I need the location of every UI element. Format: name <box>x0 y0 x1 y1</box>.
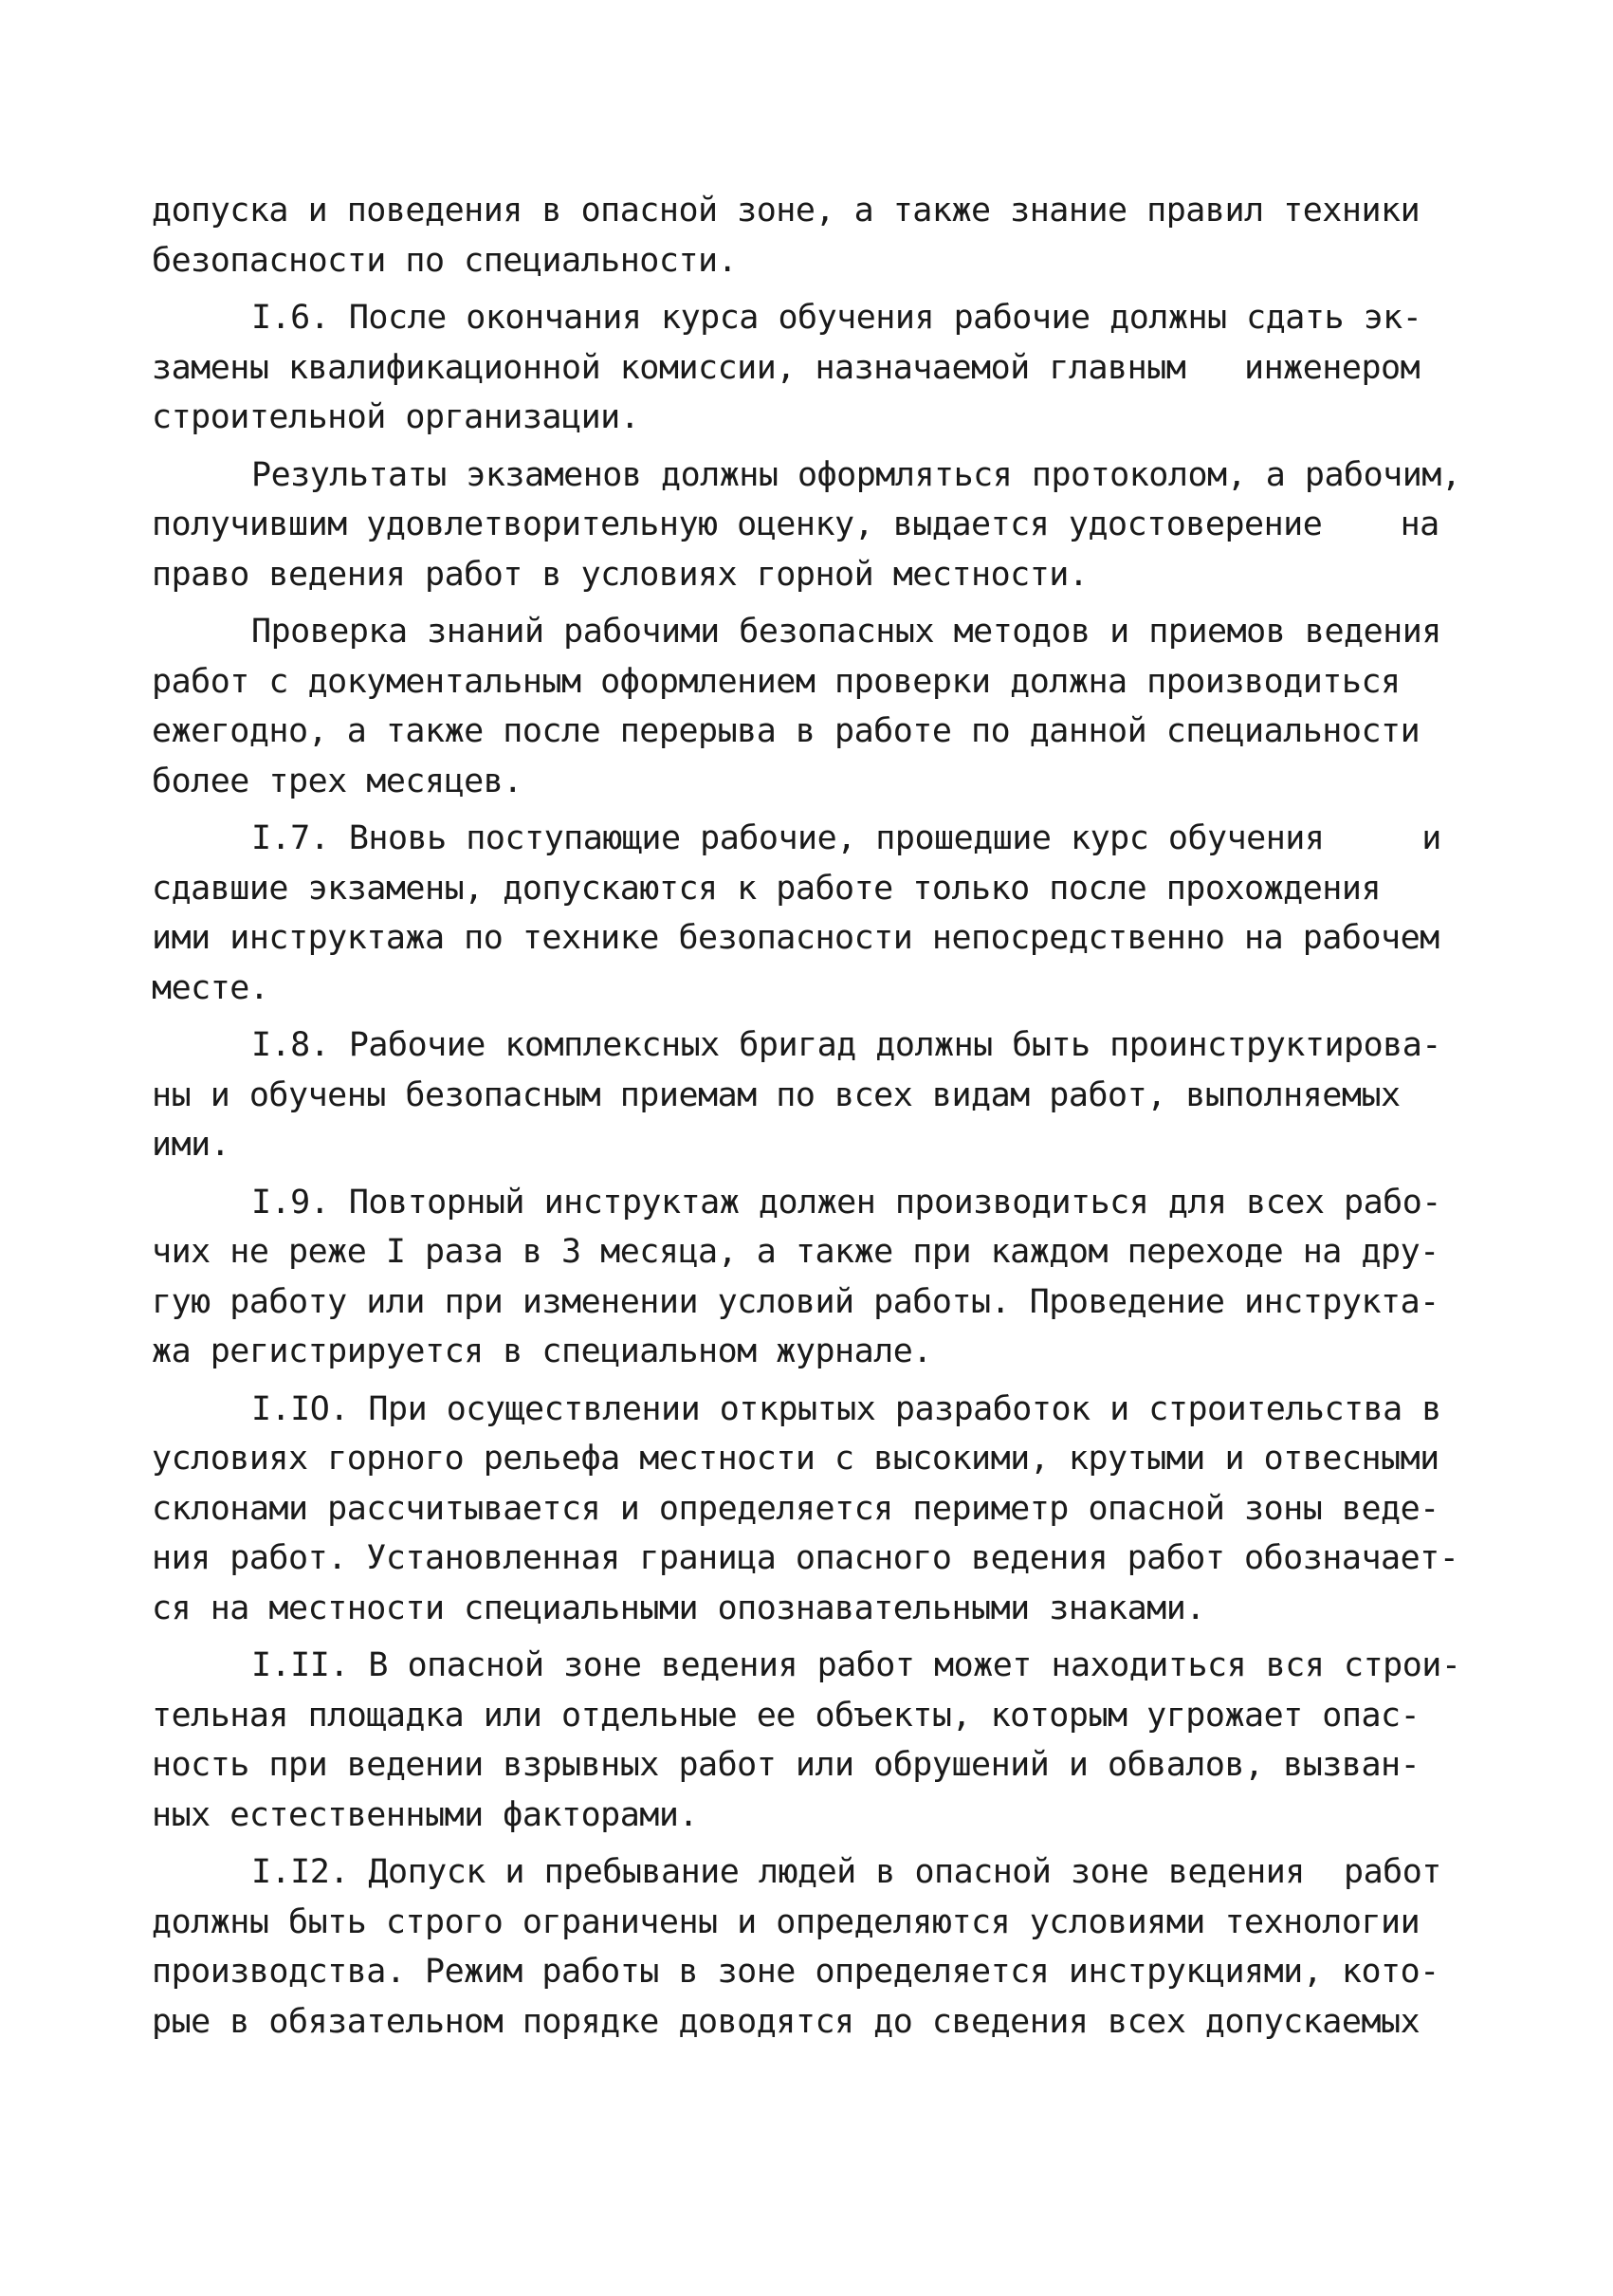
text-line: чих не реже I раза в 3 месяца, а также при каждом переходе на дру- <box>152 1233 1439 1271</box>
paragraph-1-10 <box>152 1385 1460 1634</box>
text-line: I.I2. Допуск и пребывание людей в опасной зоне ведения работ <box>251 1853 1441 1891</box>
text-line: I.6. После окончания курса обучения рабочие должны сдать эк- <box>251 299 1422 337</box>
text-line: замены квалификационной комиссии, назначаемой главным инженером <box>152 348 1421 387</box>
text-line: допуска и поведения в опасной зоне, а также знание правил техники <box>152 192 1421 230</box>
text-line: рые в обязательном порядке доводятся до сведения всех допускаемых <box>152 2002 1421 2041</box>
text-line: ими инструктажа по технике безопасности непосредственно на рабочем <box>152 919 1439 957</box>
text-line: условиях горного рельефа местности с высокими, крутыми и отвесными <box>152 1440 1439 1478</box>
text-line: безопасности по специальности. <box>152 241 738 280</box>
text-line: ность при ведении взрывных работ или обрушений и обвалов, вызван- <box>152 1746 1421 1784</box>
text-line: Проверка знаний рабочими безопасных методов и приемов ведения <box>251 613 1441 651</box>
paragraph-1-11 <box>152 1641 1460 1840</box>
paragraph-1-12 <box>152 1847 1460 2047</box>
text-line: более трех месяцев. <box>152 762 522 800</box>
text-line: I.7. Вновь поступающие рабочие, прошедшие курс обучения и <box>251 819 1441 857</box>
text-line: I.9. Повторный инструктаж должен производиться для всех рабо- <box>251 1183 1441 1221</box>
text-line: строительной организации. <box>152 398 640 436</box>
text-line: ны и обучены безопасным приемам по всех видам работ, выполняемых <box>152 1075 1401 1114</box>
paragraph-exam-results <box>152 450 1460 600</box>
text-line: склонами рассчитывается и определяется периметр опасной зоны веде- <box>152 1489 1439 1528</box>
text-line: ных естественными факторами. <box>152 1795 699 1834</box>
text-line: ния работ. Установленная граница опасного ведения работ обозначает- <box>152 1539 1459 1577</box>
paragraph-knowledge-check <box>152 607 1460 806</box>
text-line: I.IO. При осуществлении открытых разработок и строительства в <box>251 1389 1441 1428</box>
text-line: право ведения работ в условиях горной местности. <box>152 555 1089 594</box>
paragraph-1-7 <box>152 814 1460 1013</box>
text-line: I.8. Рабочие комплексных бригад должны быть проинструктирова- <box>251 1026 1441 1064</box>
text-line: производства. Режим работы в зоне определяется инструкциями, кото- <box>152 1953 1439 1991</box>
text-line: ими. <box>152 1126 230 1164</box>
text-line: работ с документальным оформлением проверки должна производиться <box>152 662 1401 701</box>
paragraph-1 <box>152 186 1460 285</box>
text-line: должны быть строго ограничены и определяются условиями технологии <box>152 1902 1421 1941</box>
text-line: гую работу или при изменении условий работы. Проведение инструкта- <box>152 1282 1439 1321</box>
text-line: Результаты экзаменов должны оформляться протоколом, а рабочим, <box>251 455 1461 494</box>
document-body <box>152 186 1460 2054</box>
text-line: ежегодно, а также после перерыва в работе по данной специальности <box>152 712 1421 750</box>
text-line: месте. <box>152 968 269 1007</box>
text-line: тельная площадка или отдельные ее объекты, которым угрожает опас- <box>152 1696 1421 1735</box>
text-line: получившим удовлетворительную оценку, выдается удостоверение на <box>152 505 1439 543</box>
text-line: жа регистрируется в специальном журнале. <box>152 1332 932 1370</box>
text-line: I.II. В опасной зоне ведения работ может находиться вся строи- <box>251 1646 1461 1684</box>
paragraph-1-8 <box>152 1020 1460 1170</box>
text-line: ся на местности специальными опознавательными знаками. <box>152 1589 1205 1627</box>
paragraph-1-6 <box>152 293 1460 443</box>
paragraph-1-9 <box>152 1178 1460 1377</box>
text-line: сдавшие экзамены, допускаются к работе только после прохождения <box>152 869 1382 908</box>
